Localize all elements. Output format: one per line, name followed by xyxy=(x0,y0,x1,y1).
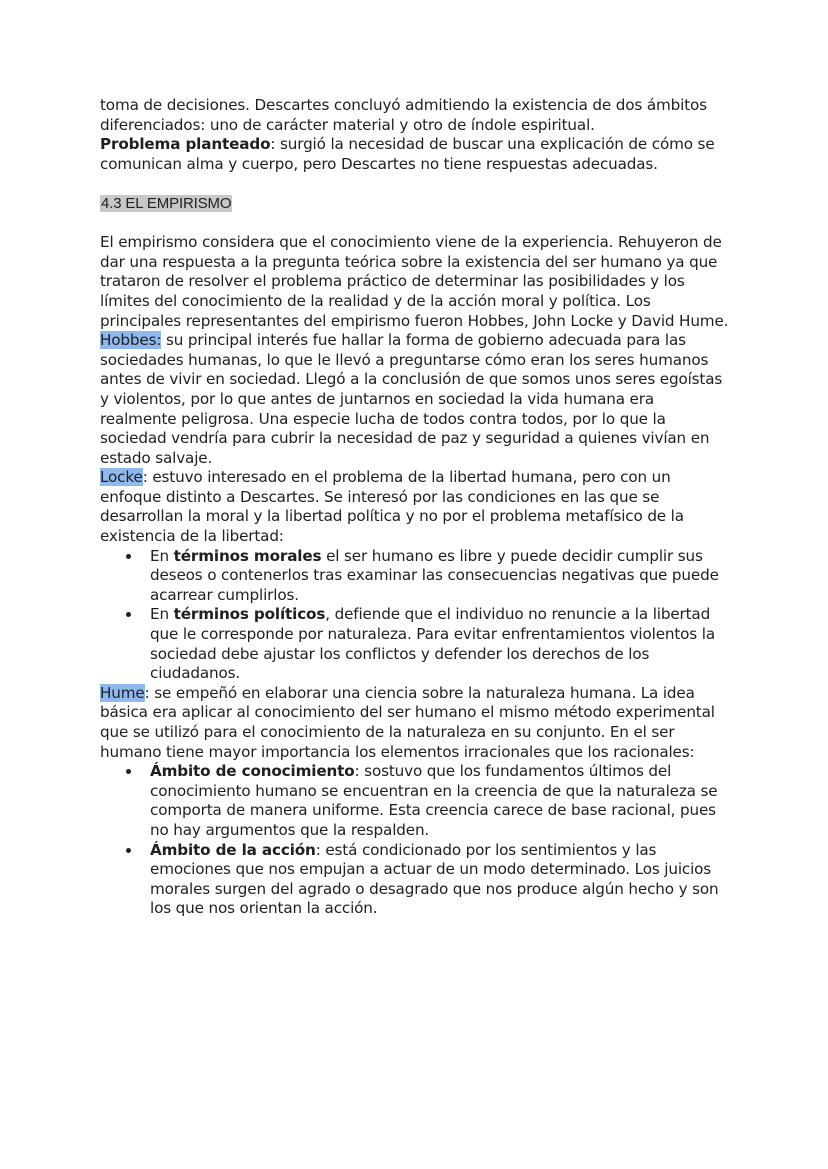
list-item: Ámbito de la acción: está condicionado por los sentimientos y las emociones que nos empujan a actuar de un modo determinado. Los juicios morales surgen del agrado o desagrado que nos produce algún hecho y son los que nos orientan la acción. xyxy=(150,841,730,919)
intro-text: toma de decisiones. Descartes concluyó admitiendo la existencia de dos ámbitos diferenciados: uno de carácter material y otro de índole espiritual. xyxy=(100,96,707,134)
list-item: En términos morales el ser humano es libre y puede decidir cumplir sus deseos o contenerlos tras examinar las consecuencias negativas que puede acarrear cumplirlos. xyxy=(150,547,730,606)
problem-text: : surgió la necesidad de buscar una explicación de cómo se comunican alma y cuerpo, pero Descartes no tiene respuestas adecuadas. xyxy=(100,135,715,173)
hume-bullet-list xyxy=(100,762,730,919)
hume-text: : se empeñó en elaborar una ciencia sobre la naturaleza humana. La idea básica era aplicar al conocimiento del ser humano el mismo método experimental que se utilizó para el conocimiento de la naturaleza en su conjunto. En el ser humano tiene mayor importancia los elementos irracionales que los racionales: xyxy=(100,683,715,761)
section-heading xyxy=(100,194,730,214)
hobbes-text: su principal interés fue hallar la forma de gobierno adecuada para las sociedades humanas, lo que le llevó a preguntarse cómo eran los seres humanos antes de vivir en sociedad. Llegó a la conclusión de que somos unos seres egoístas y violentos, por lo que antes de juntarnos en sociedad la vida humana era realmente peligrosa. Una especie lucha de todos contra todos, por lo que la sociedad vendría para cubrir la necesidad de paz y seguridad a quienes vivían en estado salvaje. xyxy=(100,331,723,467)
bullet-term: Ámbito de la acción xyxy=(150,840,316,859)
intro-paragraph xyxy=(100,96,730,174)
locke-name: Locke xyxy=(100,468,143,487)
problem-label: Problema planteado xyxy=(100,135,271,154)
hume-paragraph xyxy=(100,684,730,762)
hobbes-paragraph xyxy=(100,331,730,468)
list-item: Ámbito de conocimiento: sostuvo que los fundamentos últimos del conocimiento humano se encuentran en la creencia de que la naturaleza se comporta de manera uniforme. Esta creencia carece de base racional, pues no hay argumentos que la respalden. xyxy=(150,762,730,840)
section-heading-text: 4.3 EL EMPIRISMO xyxy=(101,194,232,212)
spacer xyxy=(100,174,730,194)
bullet-term: términos políticos xyxy=(173,605,326,624)
locke-paragraph xyxy=(100,468,730,546)
spacer xyxy=(100,214,730,234)
document-page xyxy=(100,96,730,919)
list-item: En términos políticos, defiende que el individuo no renuncie a la libertad que le corresponde por naturaleza. Para evitar enfrentamientos violentos la sociedad debe ajustar los conflictos y defender los derechos de los ciudadanos. xyxy=(150,605,730,683)
hume-name: Hume xyxy=(100,683,145,702)
hobbes-name: Hobbes: xyxy=(100,331,162,350)
empirismo-intro-paragraph: El empirismo considera que el conocimiento viene de la experiencia. Rehuyeron de dar una respuesta a la pregunta teórica sobre la existencia del ser humano ya que trataron de resolver el problema práctico de determinar las posibilidades y los límites del conocimiento de la realidad y de la acción moral y política. Los principales representantes del empirismo fueron Hobbes, John Locke y David Hume. xyxy=(100,233,729,330)
locke-bullet-list xyxy=(100,547,730,684)
bullet-term: Ámbito de conocimiento xyxy=(150,762,355,781)
bullet-term: términos morales xyxy=(173,546,322,565)
locke-text: : estuvo interesado en el problema de la libertad humana, pero con un enfoque distinto a Descartes. Se interesó por las condiciones en las que se desarrollan la moral y la libertad política y no por el problema metafísico de la existencia de la libertad: xyxy=(100,468,684,546)
